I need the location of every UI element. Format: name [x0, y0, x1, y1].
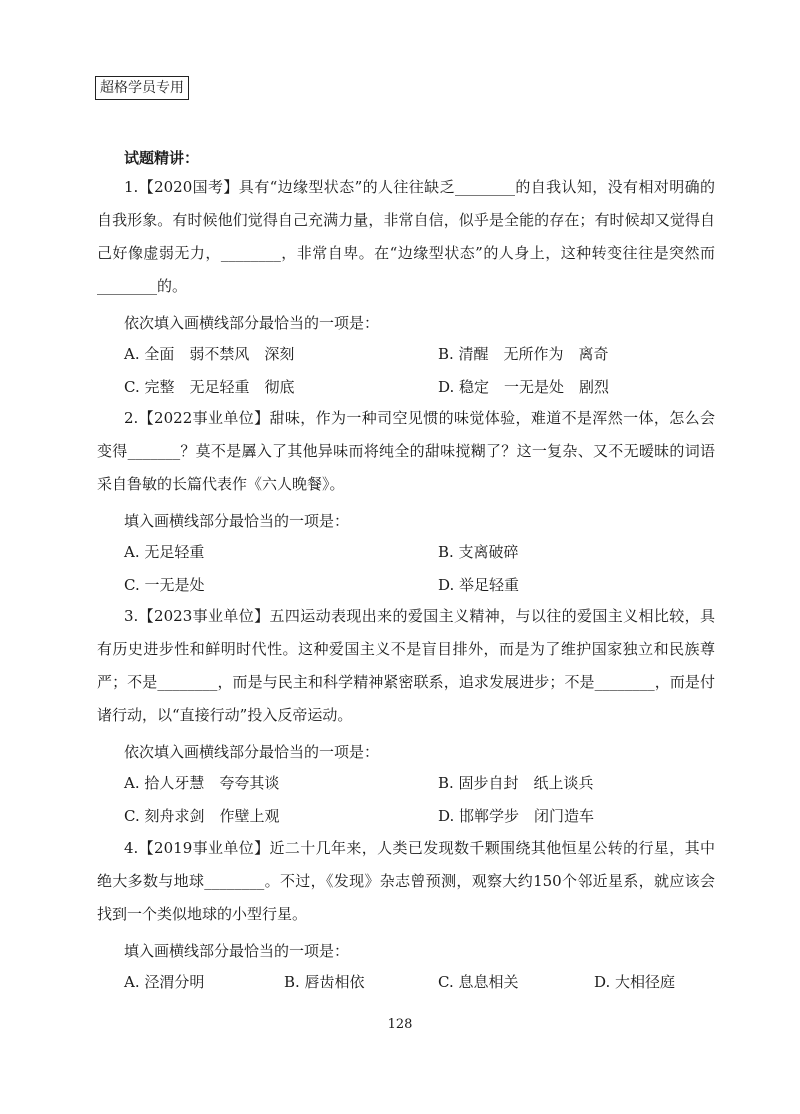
question-2-option-c: C. 一无是处: [124, 576, 205, 594]
page-number: 128: [387, 1017, 413, 1032]
question-3-text: 3.【2023事业单位】五四运动表现出来的爱国主义精神，与以往的爱国主义相比较，具有历史进步性和鲜明时代性。这种爱国主义不是盲目排外，而是为了维护国家独立和民族尊严；不是________，而是与民主和科学精神紧密联系，追求发展进步；不是________，而是付诸行动，以“直接行动”投入反帝运动。: [97, 607, 715, 724]
question-1-option-d: D. 稳定 一无是处 剧烈: [438, 378, 610, 396]
question-3-option-d: D. 邯郸学步 闭门造车: [438, 807, 595, 825]
question-4-prompt: 填入画横线部分最恰当的一项是：: [124, 942, 350, 960]
question-2-option-d: D. 举足轻重: [438, 576, 520, 594]
student-only-tag: 超格学员专用: [95, 76, 189, 100]
question-3-option-c: C. 刻舟求剑 作壁上观: [124, 807, 280, 825]
question-1-option-a: A. 全面 弱不禁风 深刻: [124, 345, 295, 363]
section-heading: 试题精讲：: [124, 149, 200, 167]
question-2-option-b: B. 支离破碎: [438, 543, 519, 561]
question-2-option-a: A. 无足轻重: [124, 543, 205, 561]
question-2-text: 2.【2022事业单位】甜味，作为一种司空见惯的味觉体验，难道不是浑然一体，怎么会变得_______？莫不是羼入了其他异味而将纯全的甜味搅糊了？这一复杂、又不无暧昧的词语采自鲁敏的长篇代表作《六人晚餐》。: [97, 409, 715, 493]
question-2-prompt: 填入画横线部分最恰当的一项是：: [124, 512, 350, 530]
question-1-text: 1.【2020国考】具有“边缘型状态”的人往往缺乏________的自我认知，没有相对明确的自我形象。有时候他们觉得自己充满力量，非常自信，似乎是全能的存在；有时候却又觉得自己好像虚弱无力，________，非常自卑。在“边缘型状态”的人身上，这种转变往往是突然而________的。: [97, 178, 715, 295]
question-4-option-d: D. 大相径庭: [594, 973, 676, 991]
question-1-option-b: B. 清醒 无所作为 离奇: [438, 345, 609, 363]
question-3-prompt: 依次填入画横线部分最恰当的一项是：: [124, 743, 380, 761]
question-4-option-c: C. 息息相关: [438, 973, 519, 991]
question-3-option-b: B. 固步自封 纸上谈兵: [438, 774, 594, 792]
question-1-prompt: 依次填入画横线部分最恰当的一项是：: [124, 314, 380, 332]
question-1-option-c: C. 完整 无足轻重 彻底: [124, 378, 295, 396]
question-4-option-b: B. 唇齿相依: [284, 973, 365, 991]
question-4-text: 4.【2019事业单位】近二十几年来，人类已发现数千颗围绕其他恒星公转的行星，其中绝大多数与地球________。不过，《发现》杂志曾预测，观察大约150个邻近星系，就应该会找到一个类似地球的小型行星。: [97, 839, 715, 923]
question-4-option-a: A. 泾渭分明: [124, 973, 205, 991]
question-3-option-a: A. 拾人牙慧 夸夸其谈: [124, 774, 280, 792]
